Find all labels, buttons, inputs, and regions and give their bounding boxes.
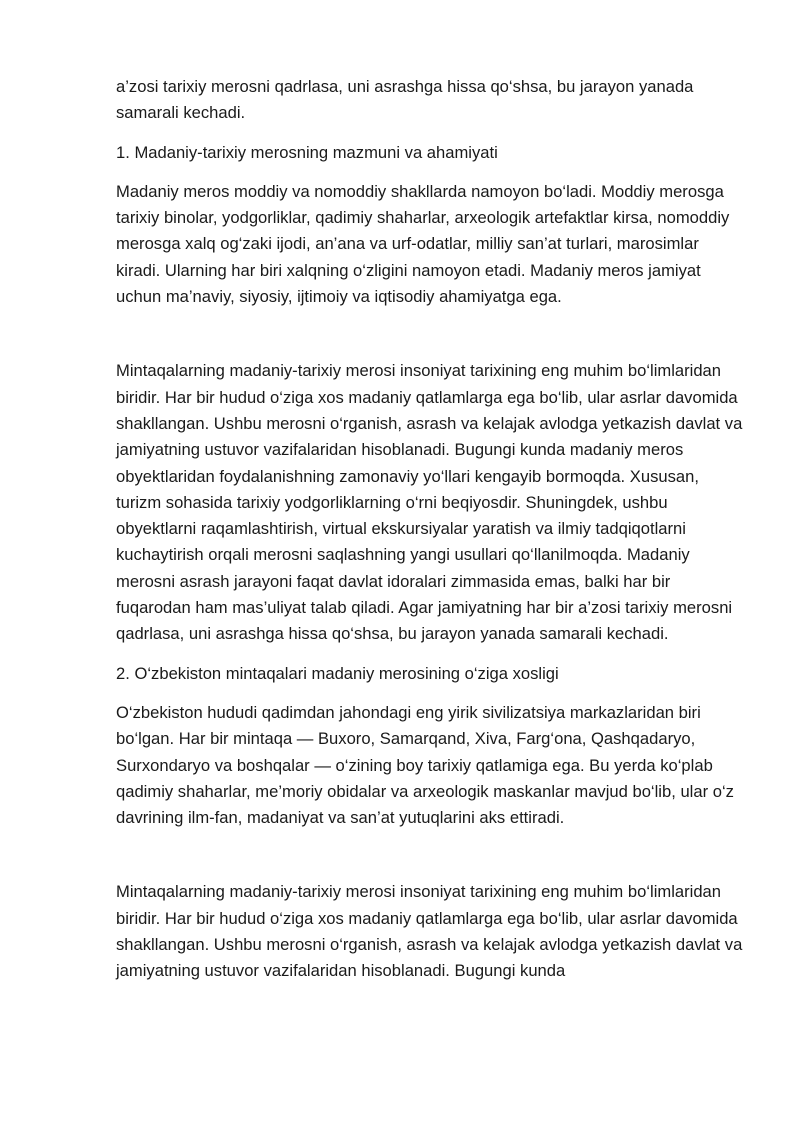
section-heading-1: 1. Madaniy-tarixiy merosning mazmuni va ahamiyati xyxy=(116,142,498,162)
paragraph-regional-heritage: Mintaqalarning madaniy-tarixiy merosi insoniyat tarixining eng muhim bo‘limlaridan biridir. Har bir hudud o‘ziga xos madaniy qatlamlarga ega bo‘lib, ular asrlar davomida shakllangan. Ushbu merosni o‘rganish, asrash va kelajak avlodga yetkazish davlat va jamiyatning ustuvor vazifalaridan hisoblanadi. Bugungi kunda madaniy meros obyektlaridan foydalanishning zamonaviy yo‘llari kengayib bormoqda. Xususan, turizm sohasida tarixiy yodgorliklarning o‘rni beqiyosdir. Shuningdek, ushbu obyektlarni raqamlashtirish, virtual ekskursiyalar yaratish va ilmiy tadqiqotlarni kuchaytirish orqali merosni saqlashning yangi usullari qo‘llanilmoqda. Madaniy merosni asrash jarayoni faqat davlat idoralari zimmasida emas, balki har bir fuqarodan ham mas’uliyat talab qiladi. Agar jamiyatning har bir a’zosi tarixiy merosni qadrlasa, uni asrashga hissa qo‘shsa, bu jarayon yanada samarali kechadi. xyxy=(116,361,743,644)
paragraph-regional-heritage-repeat: Mintaqalarning madaniy-tarixiy merosi insoniyat tarixining eng muhim bo‘limlaridan biridir. Har bir hudud o‘ziga xos madaniy qatlamlarga ega bo‘lib, ular asrlar davomida shakllangan. Ushbu merosni o‘rganish, asrash va kelajak avlodga yetkazish davlat va jamiyatning ustuvor vazifalaridan hisoblanadi. Bugungi kunda xyxy=(116,882,743,981)
spacer xyxy=(116,323,744,358)
paragraph-uzbekistan-regions: O‘zbekiston hududi qadimdan jahondagi eng yirik sivilizatsiya markazlaridan biri bo‘lgan. Har bir mintaqa — Buxoro, Samarqand, Xiva, Farg‘ona, Qashqadaryo, Surxondaryo va boshqalar — o‘zining boy tarixiy qatlamiga ega. Bu yerda ko‘plab qadimiy shaharlar, me’moriy obidalar va arxeologik maskanlar mavjud bo‘lib, ular o‘z davrining ilm-fan, madaniyat va san’at yutuqlarini aks ettiradi. xyxy=(116,702,734,828)
section-heading-2: 2. O‘zbekiston mintaqalari madaniy merosining o‘ziga xosligi xyxy=(116,663,559,683)
paragraph-heritage-forms: Madaniy meros moddiy va nomoddiy shakllarda namoyon bo‘ladi. Moddiy merosga tarixiy binolar, yodgorliklar, qadimiy shaharlar, arxeologik artefaktlar kirsa, nomoddiy merosga xalq og‘zaki ijodi, an’ana va urf-odatlar, milliy san’at turlari, marosimlar kiradi. Ularning har biri xalqning o‘zligini namoyon etadi. Madaniy meros jamiyat uchun ma’naviy, siyosiy, ijtimoiy va iqtisodiy ahamiyatga ega. xyxy=(116,181,730,307)
spacer xyxy=(116,844,744,879)
paragraph-continuation: a’zosi tarixiy merosni qadrlasa, uni asrashga hissa qo‘shsa, bu jarayon yanada samarali kechadi. xyxy=(116,77,694,123)
document-page xyxy=(116,74,744,998)
